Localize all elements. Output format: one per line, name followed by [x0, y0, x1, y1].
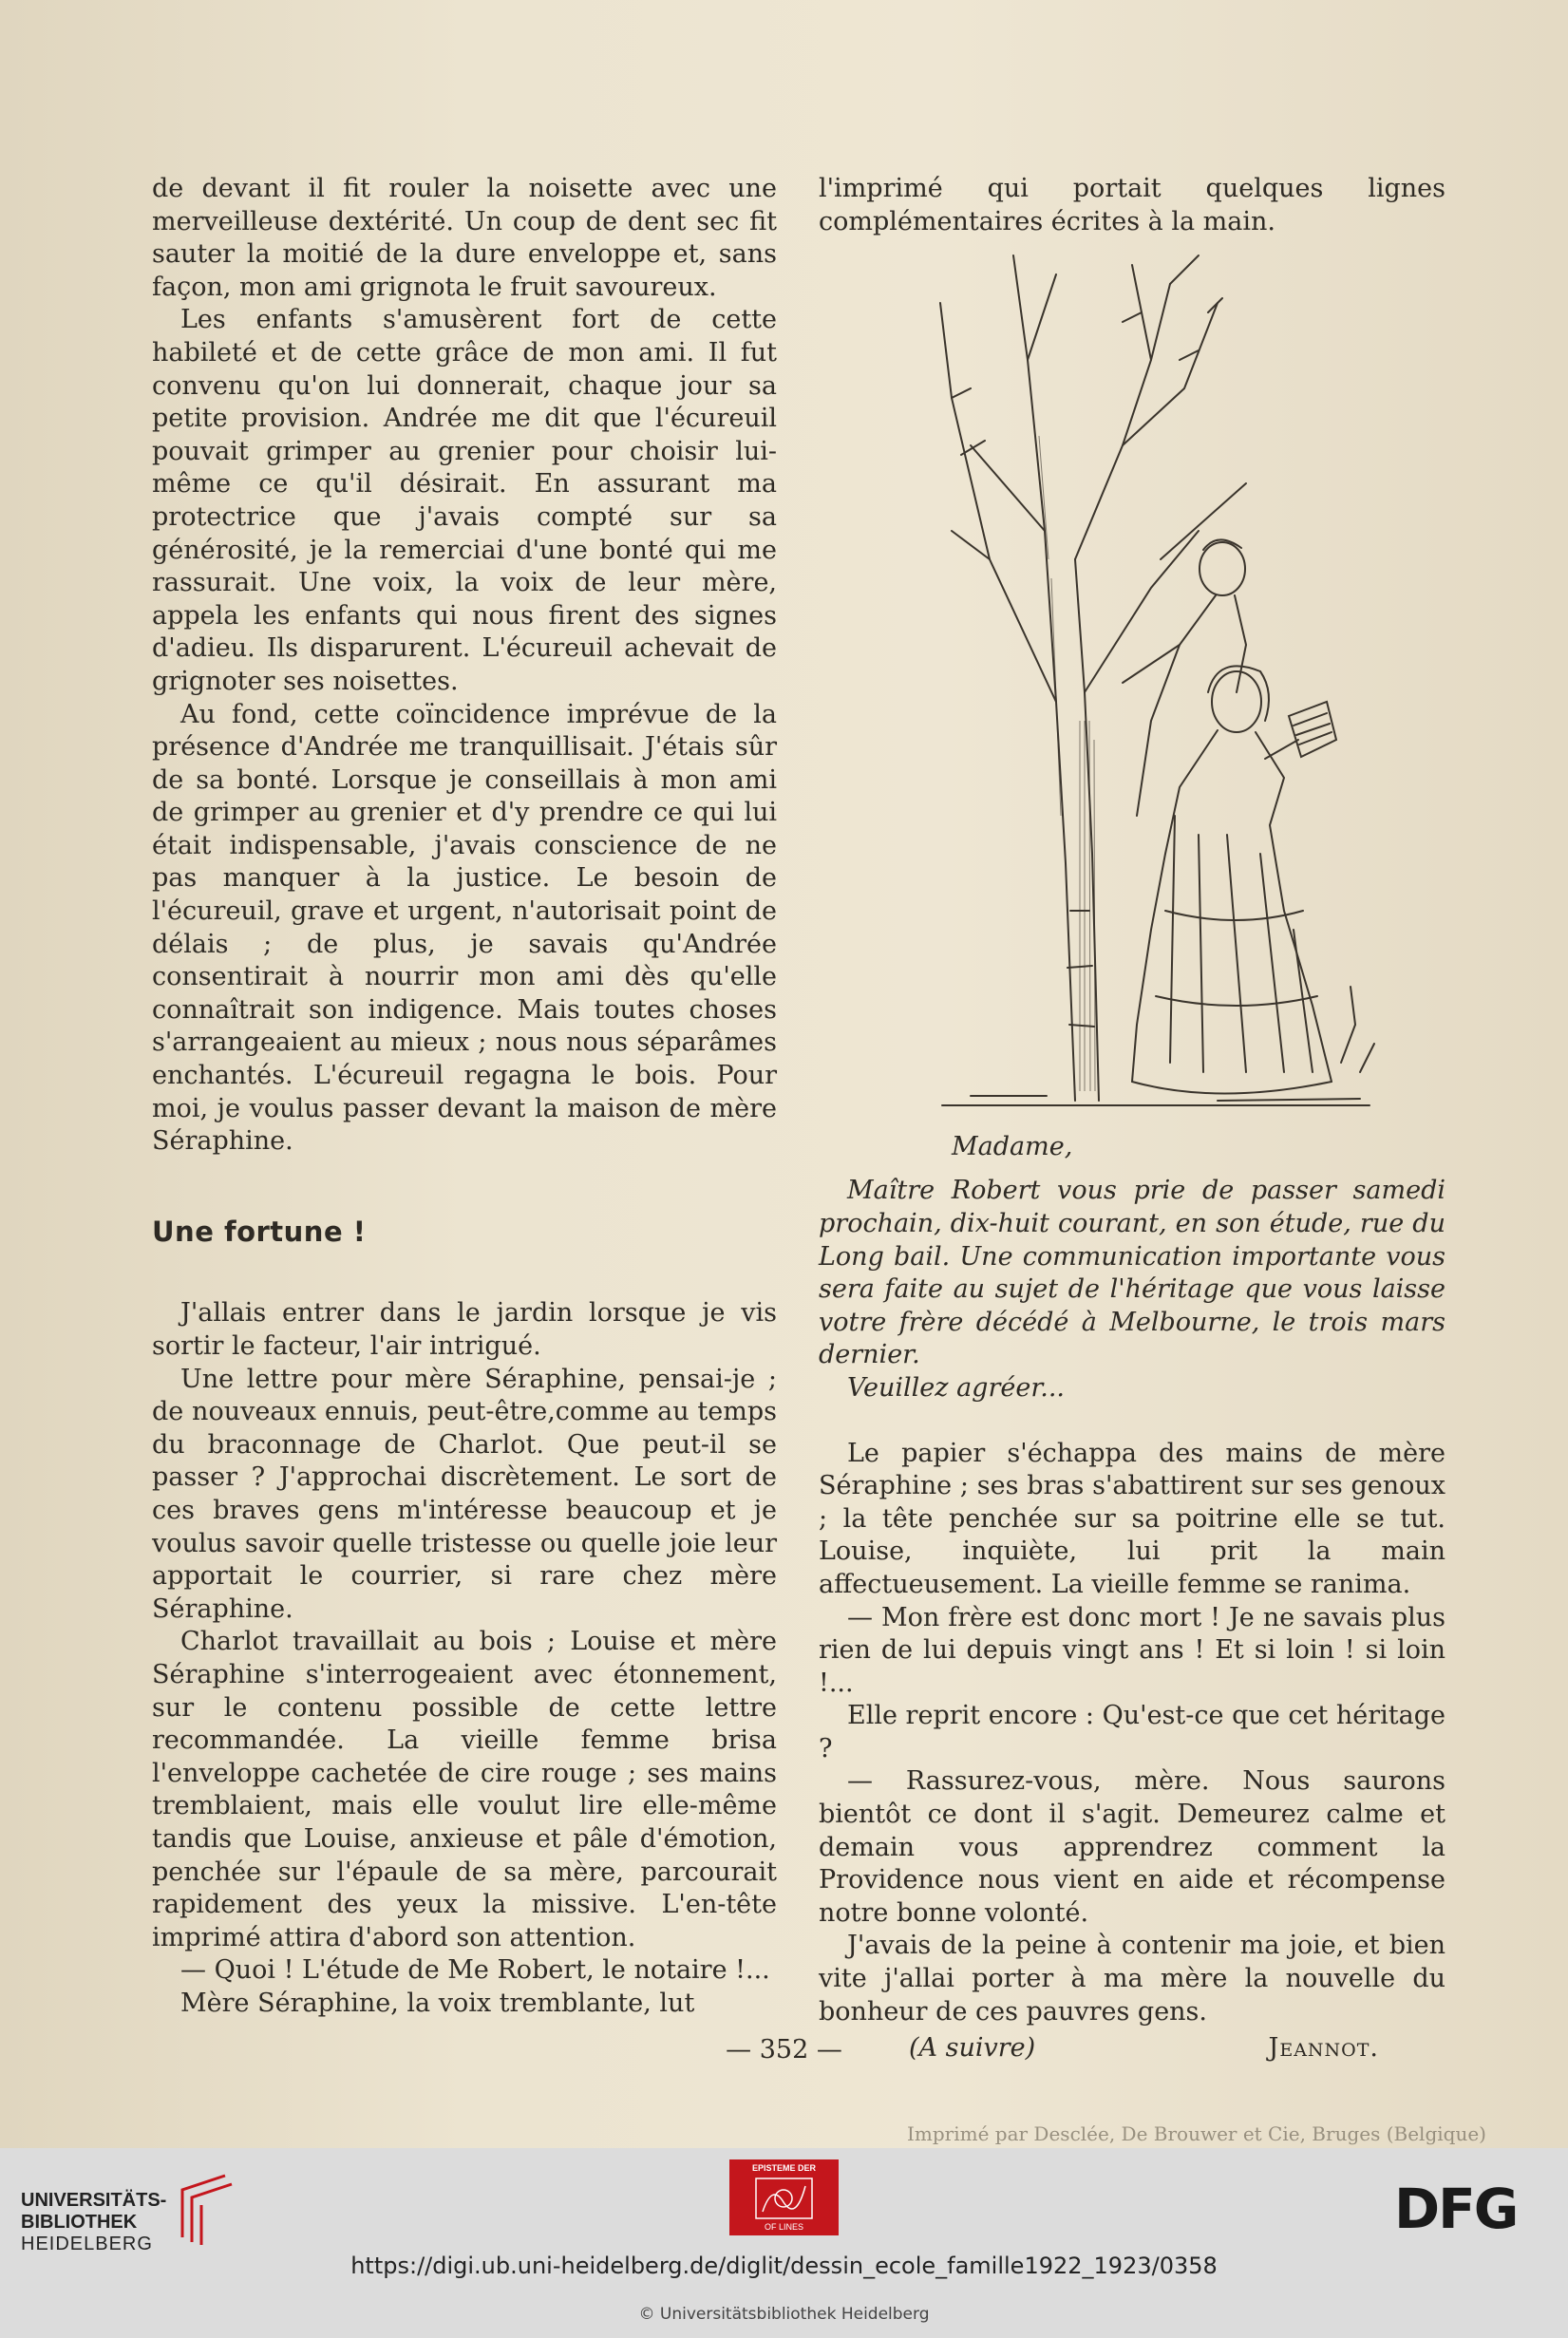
logo-text-line: UNIVERSITÄTS- — [21, 2190, 167, 2211]
letter-body: Maître Robert vous prie de passer samedi prochain, dix-huit courant, en son étude, rue du Long bail. Une communication importante vous sera faite au sujet de l'héritage que vous laisse votre frère décédé à Melbourne, le trois mars dernier. — [819, 1176, 1445, 1370]
ub-heidelberg-logo[interactable] — [21, 2163, 239, 2253]
section-heading: Une fortune ! — [152, 1215, 367, 1248]
logo-text: OF LINES — [764, 2222, 803, 2232]
illustration-women-reading-under-tree — [933, 246, 1379, 1118]
to-be-continued: (A suivre) — [909, 2033, 1036, 2064]
paragraph: Charlot travaillait au bois ; Louise et mère Séraphine s'interrogeaient avec étonnement, sur le contenu possible de cette lettre recommandée. La vieille femme brisa l'enveloppe cachetée de cire rouge ; ses mains tremblaient, mais elle voulut lire elle-même tandis que Louise, anxieuse et pâle d'émotion, penchée sur l'épaule de sa mère, parcourait rapidement des yeux la missive. L'en-tête imprimé attira d'abord son attention. — [152, 1627, 777, 1952]
paragraph: — Mon frère est donc mort ! Je ne savais plus rien de lui depuis vingt ans ! Et si loin ! si loin !... — [819, 1602, 1445, 1698]
paragraph: Une lettre pour mère Séraphine, pensai-je ; de nouveaux ennuis, peut-être,comme au temps du braconnage de Charlot. Que peut-il se passer ? J'approchai discrètement. Le sort de ces braves gens m'intéresse beaucoup et je voulus savoir quelle tristesse ou quelle joie leur apportait le courrier, si rare chez mère Séraphine. — [152, 1364, 777, 1624]
author-signature: Jeannot. — [1268, 2033, 1379, 2064]
paragraph: l'imprimé qui portait quelques lignes complémentaires écrites à la main. — [819, 174, 1445, 236]
paragraph: Au fond, cette coïncidence imprévue de la présence d'Andrée me tranquillisait. J'étais sûr de sa bonté. Lorsque je conseillais à mon ami de grimper au grenier et d'y prendre ce qui lui était indispensable, j'avais conscience de ne pas manquer à la justice. Le besoin de l'écureuil, grave et urgent, n'autorisait point de délais ; de plus, je savais qu'Andrée consentirait à nourrir mon ami dès qu'elle connaîtrait son indigence. Mais toutes choses s'arrangeaient au mieux ; nous nous séparâmes enchantés. L'écureuil regagna le bois. Pour moi, je voulus passer devant la maison de mère Séraphine. — [152, 699, 777, 1157]
logo-text-line: HEIDELBERG — [21, 2234, 153, 2254]
paragraph: J'avais de la peine à contenir ma joie, et bien vite j'allai porter à ma mère la nouvelle du bonheur de ces pauvres gens. — [819, 1931, 1445, 2027]
logo-text-line: BIBLIOTHEK — [21, 2212, 138, 2233]
paragraph: Le papier s'échappa des mains de mère Séraphine ; ses bras s'abattirent sur ses genoux ; la tête penchée sur sa poitrine elle se tut. Louise, inquiète, lui prit la main affectueusement. La vieille femme se ranima. — [819, 1438, 1445, 1599]
paragraph: Mère Séraphine, la voix tremblante, lut — [180, 1988, 695, 2018]
paragraph: J'allais entrer dans le jardin lorsque je vis sortir le facteur, l'air intrigué. — [152, 1298, 777, 1361]
page-number: — 352 — — [726, 2035, 842, 2065]
right-column — [819, 173, 1445, 2065]
paragraph: Elle reprit encore : Qu'est-ce que cet héritage ? — [819, 1701, 1445, 1763]
ub-mark-icon — [173, 2171, 239, 2247]
paragraph: Les enfants s'amusèrent fort de cette habileté et de cette grâce de mon ami. Il fut convenu qu'on lui donnerait, chaque jour sa petite provision. Andrée me dit que l'écureuil pouvait grimper au grenier pour choisir lui-même ce qu'il désirait. En assurant ma protectrice que j'avais compté sur sa générosité, je la remerciai d'une bonté qui me rassurait. Une voix, la voix de leur mère, appela les enfants qui nous firent des signes d'adieu. Ils disparurent. L'écureuil achevait de grignoter ses noisettes. — [152, 305, 777, 696]
paragraph: de devant il fit rouler la noisette avec une merveilleuse dextérité. Un coup de dent sec fit sauter la moitié de la dure enveloppe et, sans façon, mon ami grignota le fruit savoureux. — [152, 174, 777, 302]
copyright-notice: © Universitätsbibliothek Heidelberg — [638, 2305, 930, 2324]
permalink-url[interactable]: https://digi.ub.uni-heidelberg.de/diglit/dessin_ecole_famille1922_1923/0358 — [350, 2253, 1218, 2279]
letter-closing: Veuillez agréer... — [847, 1372, 1066, 1403]
viewer-footer — [0, 2148, 1568, 2338]
letter-greeting: Madame, — [952, 1131, 1073, 1161]
logo-text: EPISTEME DER — [751, 2163, 816, 2173]
paragraph: — Quoi ! L'étude de Me Robert, le notaire !... — [180, 1955, 770, 1986]
printer-imprint: Imprimé par Desclée, De Brouwer et Cie, Bruges (Belgique) — [907, 2122, 1486, 2145]
dfg-logo[interactable]: DFG — [1394, 2177, 1518, 2241]
episteme-logo[interactable] — [729, 2159, 839, 2235]
paragraph: — Rassurez-vous, mère. Nous saurons bientôt ce dont il s'agit. Demeurez calme et demain vous apprendrez comment la Providence nous vient en aide et récompense notre bonne volonté. — [819, 1766, 1445, 1928]
left-column — [152, 173, 777, 2020]
